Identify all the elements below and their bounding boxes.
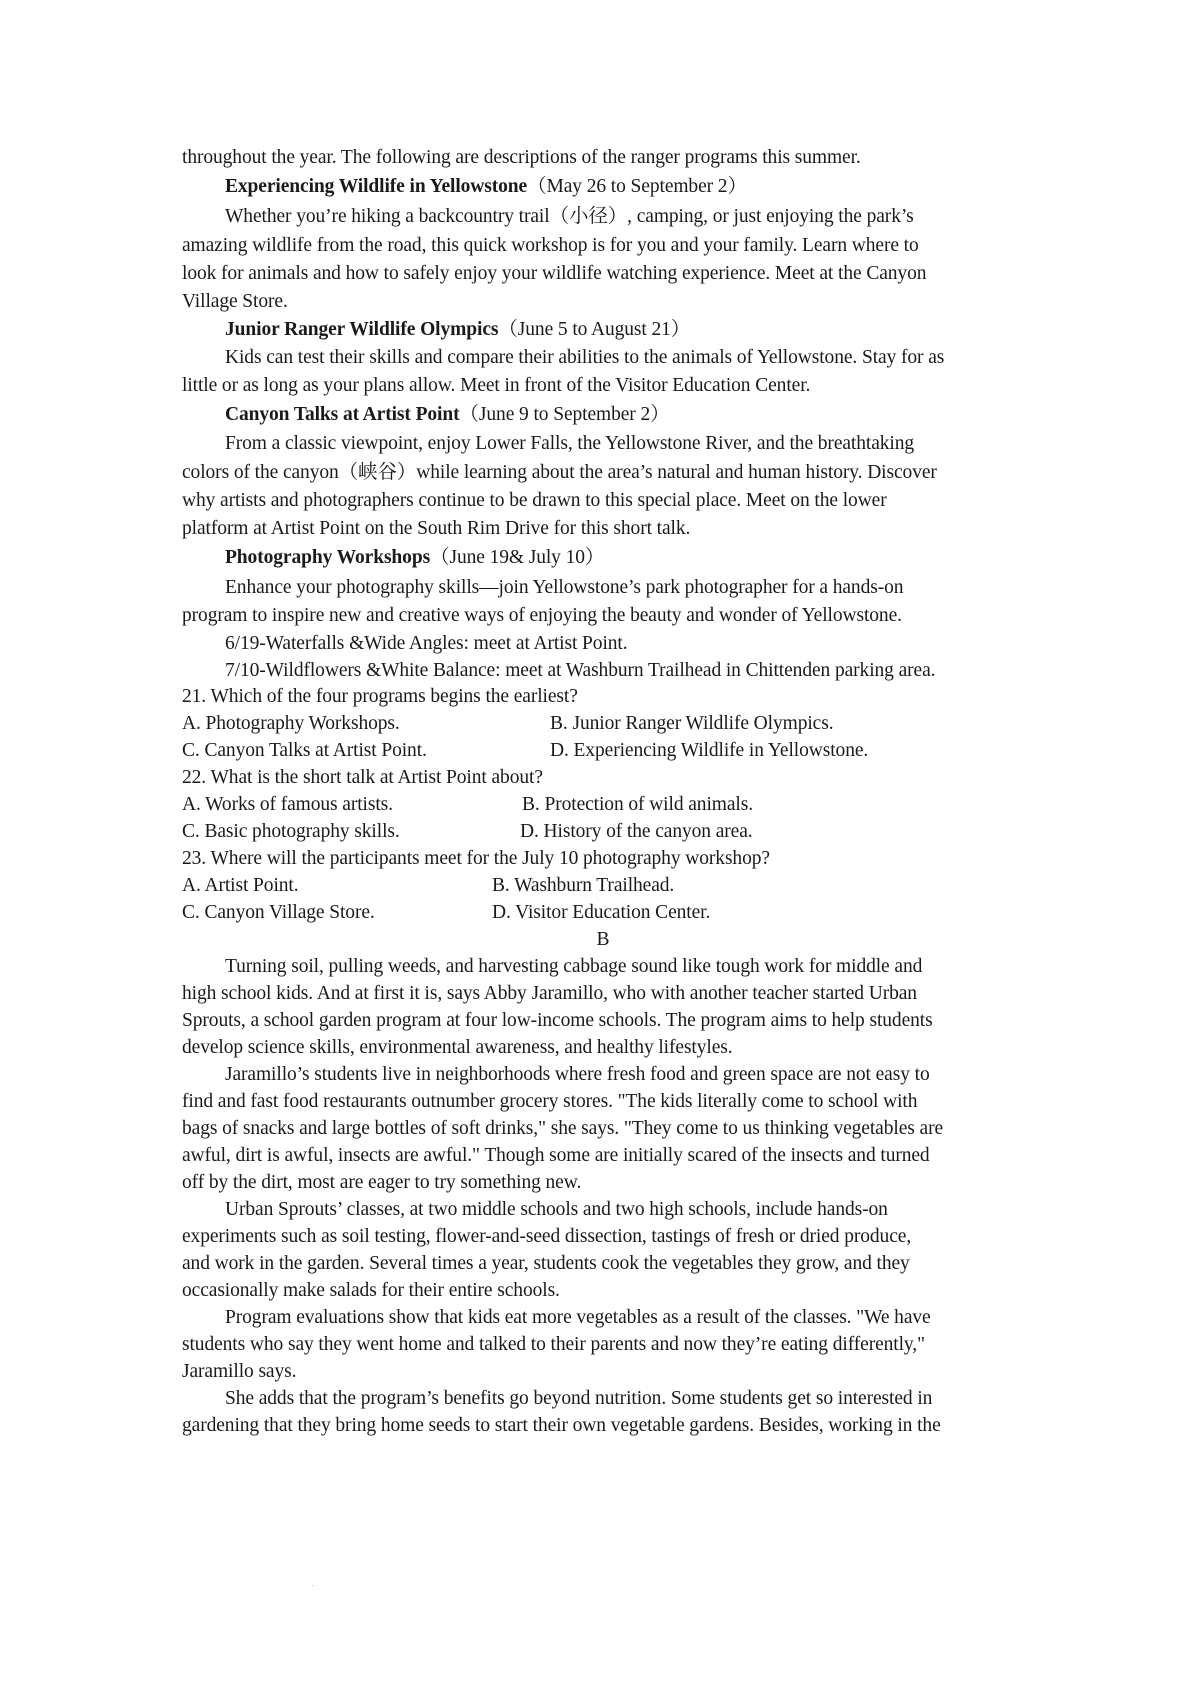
paragraph-line: students who say they went home and talked to their parents and now they’re eating differently," bbox=[182, 1334, 925, 1355]
program-heading bbox=[225, 175, 747, 199]
session-line: 6/19-Waterfalls &Wide Angles: meet at Artist Point. bbox=[225, 633, 628, 654]
paragraph-line: awful, dirt is awful, insects are awful." Though some are initially scared of the insects and turned bbox=[182, 1145, 930, 1166]
paragraph-line: program to inspire new and creative ways of enjoying the beauty and wonder of Yellowstone. bbox=[182, 605, 902, 626]
paragraph-line: colors of the canyon（峡谷）while learning about the area’s natural and human history. Discover bbox=[182, 462, 937, 483]
section-heading: B bbox=[596, 929, 610, 950]
paragraph-line: Jaramillo’s students live in neighborhoods where fresh food and green space are not easy to bbox=[225, 1064, 930, 1085]
option-c: C. Basic photography skills. bbox=[182, 821, 400, 842]
option-d: D. Visitor Education Center. bbox=[492, 902, 711, 923]
program-heading bbox=[225, 403, 670, 427]
option-b: B. Protection of wild animals. bbox=[522, 794, 753, 815]
paragraph-line: experiments such as soil testing, flower-and-seed dissection, tastings of fresh or dried produce, bbox=[182, 1226, 912, 1247]
paragraph-line: Kids can test their skills and compare their abilities to the animals of Yellowstone. Stay for as bbox=[225, 347, 945, 368]
paragraph-line: occasionally make salads for their entire schools. bbox=[182, 1280, 560, 1301]
program-title: Photography Workshops bbox=[225, 547, 431, 568]
paragraph-line: amazing wildlife from the road, this quick workshop is for you and your family. Learn where to bbox=[182, 235, 919, 256]
program-title: Canyon Talks at Artist Point bbox=[225, 404, 460, 425]
paragraph-line: Village Store. bbox=[182, 291, 288, 312]
paragraph-line: Whether you’re hiking a backcountry trail（小径）, camping, or just enjoying the park’s bbox=[225, 206, 914, 227]
option-d: D. Experiencing Wildlife in Yellowstone. bbox=[550, 740, 869, 761]
program-heading bbox=[225, 318, 690, 342]
paragraph-line: Turning soil, pulling weeds, and harvesting cabbage sound like tough work for middle and bbox=[225, 956, 923, 977]
scan-speck bbox=[312, 1585, 313, 1586]
option-a: A. Artist Point. bbox=[182, 875, 299, 896]
option-a: A. Works of famous artists. bbox=[182, 794, 393, 815]
paragraph-line: Sprouts, a school garden program at four low-income schools. The program aims to help students bbox=[182, 1010, 933, 1031]
program-title: Junior Ranger Wildlife Olympics bbox=[225, 319, 499, 340]
program-dates: （June 19& July 10） bbox=[430, 547, 605, 568]
paragraph-line: Jaramillo says. bbox=[182, 1361, 297, 1382]
paragraph-line: platform at Artist Point on the South Rim Drive for this short talk. bbox=[182, 518, 691, 539]
session-line: 7/10-Wildflowers &White Balance: meet at Washburn Trailhead in Chittenden parking area. bbox=[225, 660, 936, 681]
paragraph-line: gardening that they bring home seeds to start their own vegetable gardens. Besides, working in the bbox=[182, 1415, 941, 1436]
intro-line: throughout the year. The following are descriptions of the ranger programs this summer. bbox=[182, 147, 861, 168]
program-heading bbox=[225, 546, 604, 570]
paragraph-line: bags of snacks and large bottles of soft drinks," she says. "They come to us thinking vegetables are bbox=[182, 1118, 944, 1139]
paragraph-line: Urban Sprouts’ classes, at two middle schools and two high schools, include hands-on bbox=[225, 1199, 888, 1220]
option-b: B. Junior Ranger Wildlife Olympics. bbox=[550, 713, 834, 734]
question-stem: 22. What is the short talk at Artist Point about? bbox=[182, 767, 543, 788]
paragraph-line: Enhance your photography skills—join Yellowstone’s park photographer for a hands-on bbox=[225, 577, 904, 598]
question-stem: 21. Which of the four programs begins the earliest? bbox=[182, 686, 578, 707]
paragraph-line: Program evaluations show that kids eat more vegetables as a result of the classes. "We have bbox=[225, 1307, 931, 1328]
paragraph-line: high school kids. And at first it is, says Abby Jaramillo, who with another teacher started Urban bbox=[182, 983, 917, 1004]
program-title: Experiencing Wildlife in Yellowstone bbox=[225, 176, 528, 197]
paragraph-line: look for animals and how to safely enjoy your wildlife watching experience. Meet at the Canyon bbox=[182, 263, 927, 284]
option-d: D. History of the canyon area. bbox=[520, 821, 753, 842]
paragraph-line: She adds that the program’s benefits go beyond nutrition. Some students get so interested in bbox=[225, 1388, 933, 1409]
paragraph-line: find and fast food restaurants outnumber grocery stores. "The kids literally come to school with bbox=[182, 1091, 918, 1112]
program-dates: （June 9 to September 2） bbox=[459, 404, 670, 425]
question-stem: 23. Where will the participants meet for the July 10 photography workshop? bbox=[182, 848, 770, 869]
option-c: C. Canyon Village Store. bbox=[182, 902, 375, 923]
option-c: C. Canyon Talks at Artist Point. bbox=[182, 740, 427, 761]
paragraph-line: off by the dirt, most are eager to try something new. bbox=[182, 1172, 582, 1193]
paragraph-line: and work in the garden. Several times a year, students cook the vegetables they grow, and they bbox=[182, 1253, 910, 1274]
paragraph-line: why artists and photographers continue to be drawn to this special place. Meet on the lower bbox=[182, 490, 887, 511]
program-dates: （June 5 to August 21） bbox=[498, 319, 691, 340]
paragraph-line: From a classic viewpoint, enjoy Lower Falls, the Yellowstone River, and the breathtaking bbox=[225, 433, 915, 454]
paragraph-line: little or as long as your plans allow. Meet in front of the Visitor Education Center. bbox=[182, 375, 811, 396]
paragraph-line: develop science skills, environmental awareness, and healthy lifestyles. bbox=[182, 1037, 733, 1058]
program-dates: （May 26 to September 2） bbox=[527, 176, 747, 197]
option-a: A. Photography Workshops. bbox=[182, 713, 400, 734]
option-b: B. Washburn Trailhead. bbox=[492, 875, 675, 896]
